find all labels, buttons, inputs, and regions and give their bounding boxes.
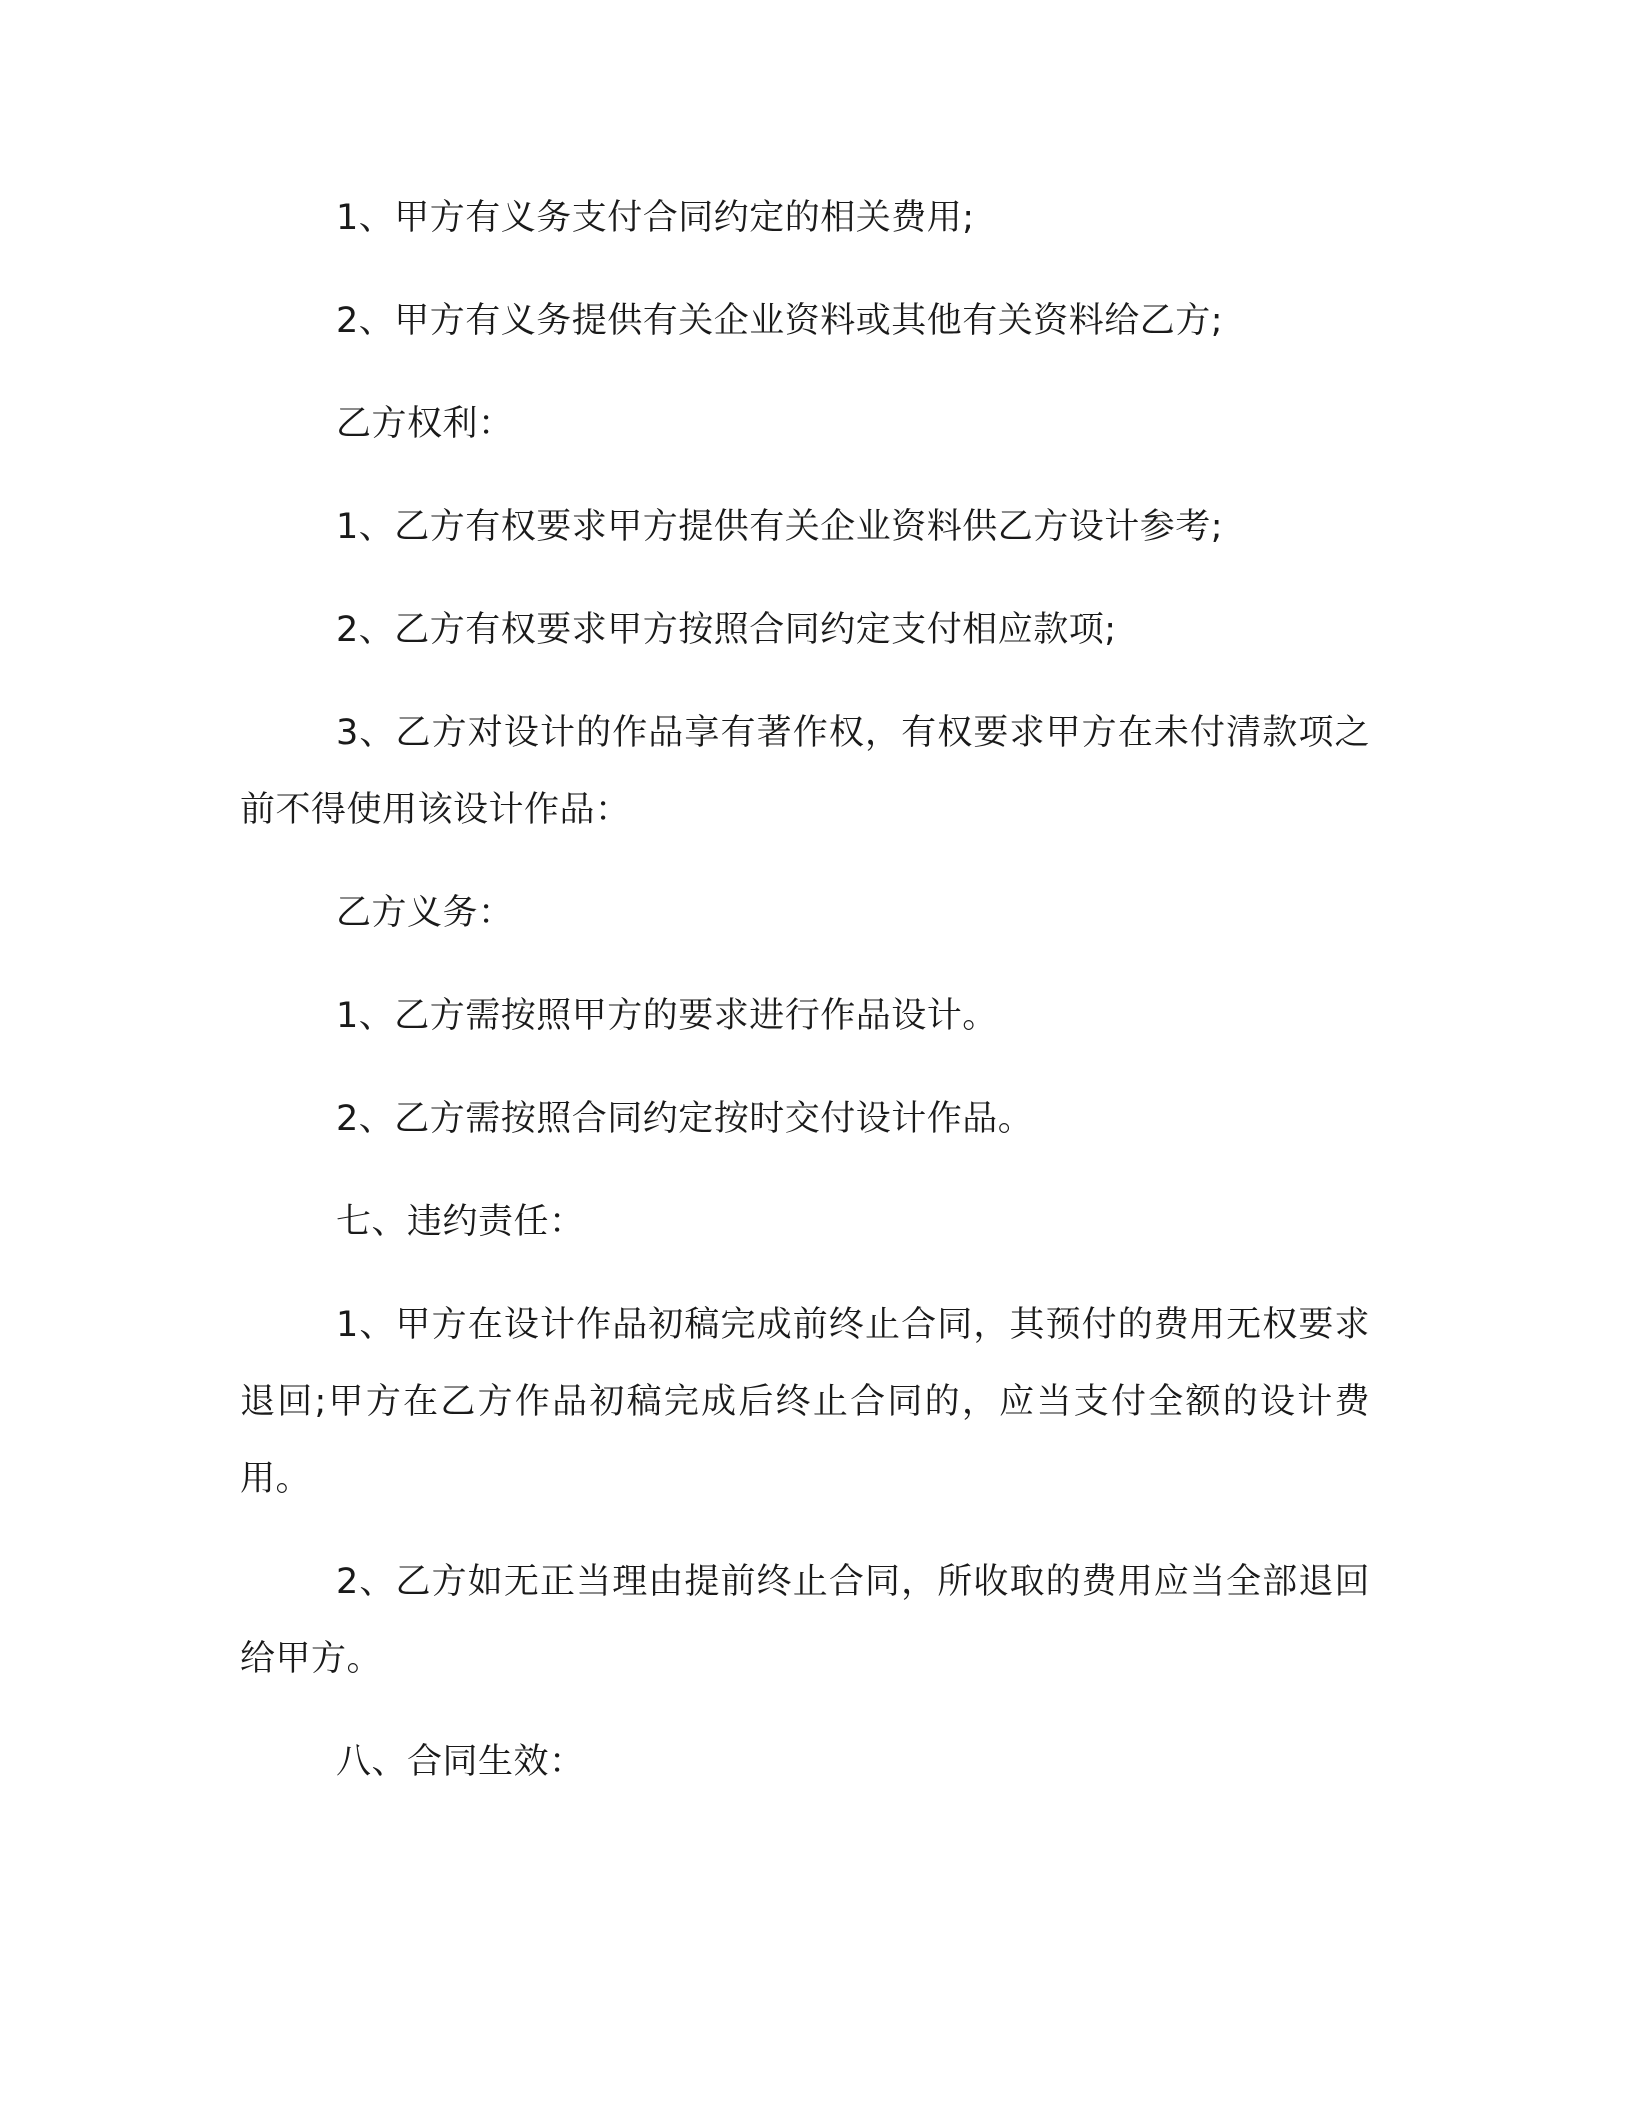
paragraph-party-b-duty-2: 2、乙方需按照合同约定按时交付设计作品。 — [336, 1099, 1034, 1139]
paragraph-party-b-duty-1: 1、乙方需按照甲方的要求进行作品设计。 — [336, 996, 998, 1036]
paragraph-breach-1: 1、甲方在设计作品初稿完成前终止合同，其预付的费用无权要求退回;甲方在乙方作品初稿完成后终止合同的，应当支付全额的设计费用。 — [240, 1305, 1370, 1499]
paragraph-party-a-duty-2: 2、甲方有义务提供有关企业资料或其他有关资料给乙方; — [336, 301, 1224, 341]
paragraph-breach-2: 2、乙方如无正当理由提前终止合同，所收取的费用应当全部退回给甲方。 — [240, 1562, 1370, 1679]
paragraph-party-b-right-3: 3、乙方对设计的作品享有著作权，有权要求甲方在未付清款项之前不得使用该设计作品： — [240, 713, 1370, 830]
paragraph-party-b-right-1: 1、乙方有权要求甲方提供有关企业资料供乙方设计参考; — [336, 507, 1224, 547]
heading-party-b-duties: 乙方义务： — [336, 893, 514, 933]
heading-contract-effective: 八、合同生效： — [336, 1742, 585, 1782]
paragraph-party-a-duty-1: 1、甲方有义务支付合同约定的相关费用; — [336, 198, 975, 238]
heading-party-b-rights: 乙方权利： — [336, 404, 514, 444]
heading-breach-liability: 七、违约责任： — [336, 1202, 585, 1242]
paragraph-party-b-right-2: 2、乙方有权要求甲方按照合同约定支付相应款项; — [336, 610, 1117, 650]
